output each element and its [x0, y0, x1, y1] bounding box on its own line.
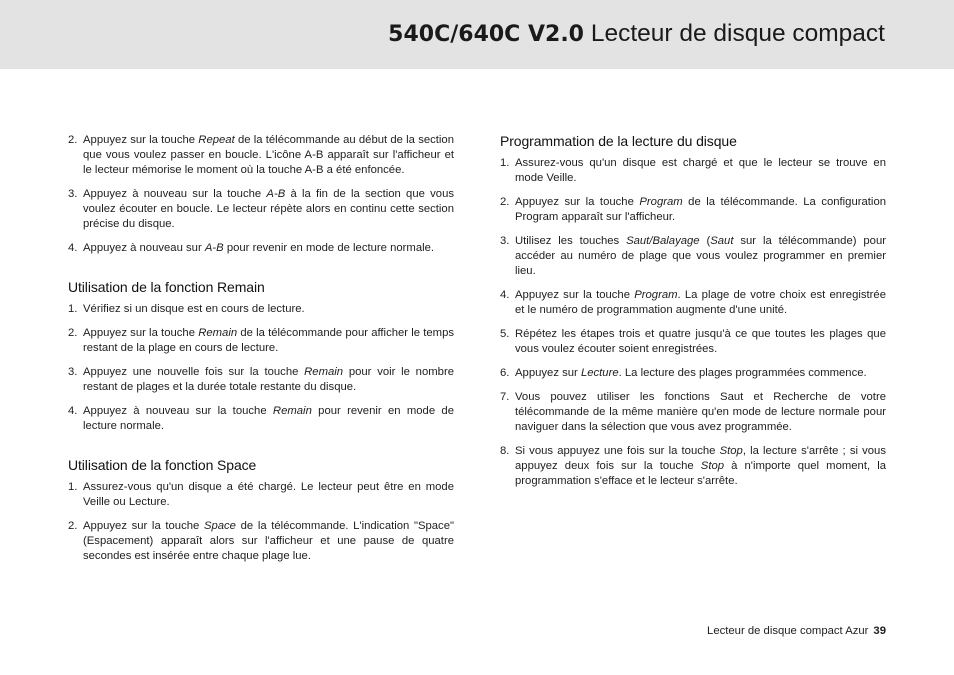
step-text: Appuyez à nouveau sur la touche — [83, 188, 267, 200]
key-name: Program — [639, 196, 683, 208]
step-text: Assurez-vous qu'un disque a été chargé. Le lecteur peut être en mode Veille ou Lecture. — [83, 481, 454, 508]
step-text: Si vous appuyez une fois sur la touche — [515, 445, 720, 457]
page-footer — [707, 625, 886, 637]
step-number: 5. — [500, 328, 510, 340]
step-text: de la télécommande. L'indication "Space" (Espacement) apparaît alors sur l'afficheur et une pause de quatre secondes est insérée entre chaque plage lue. — [83, 520, 455, 562]
list-item — [500, 234, 886, 279]
key-name: Stop — [719, 445, 743, 457]
model-name: 540C/640C V2.0 — [388, 22, 584, 47]
list-item — [68, 365, 454, 395]
program-steps — [500, 156, 886, 489]
step-text: Appuyez sur — [515, 367, 581, 379]
step-text: de la télécommande au début de la section que vous voulez passer en boucle. L'icône A-B apparaît sur l'afficheur et le lecteur mémorise le moment où la touche A-B a été enfoncée. — [83, 134, 454, 176]
key-name: Remain — [272, 405, 312, 417]
list-item — [68, 302, 454, 317]
key-name: Remain — [198, 327, 238, 339]
step-text: . La lecture des plages programmées commence. — [618, 367, 867, 379]
step-text: pour revenir en mode de lecture normale. — [223, 242, 435, 254]
key-name: Space — [203, 520, 236, 532]
step-text: Appuyez une nouvelle fois sur la touche — [83, 366, 305, 378]
key-name: Remain — [304, 366, 344, 378]
list-item — [500, 444, 886, 489]
step-text: à la fin de la section que vous voulez écouter en boucle. Le lecteur répète alors en continu cette section précise du disque. — [83, 188, 454, 230]
step-number: 4. — [500, 289, 510, 301]
step-text: Appuyez à nouveau sur la touche — [83, 405, 273, 417]
step-text: Appuyez sur la touche — [83, 520, 204, 532]
step-text: ( — [699, 235, 711, 247]
intro-steps — [68, 133, 454, 256]
step-number: 2. — [500, 196, 510, 208]
page-title — [388, 20, 885, 48]
step-number: 2. — [68, 134, 78, 146]
step-text: Appuyez à nouveau sur — [83, 242, 205, 254]
space-steps — [68, 480, 454, 564]
list-item — [68, 480, 454, 510]
step-text: pour revenir en mode de lecture normale. — [83, 405, 454, 432]
list-item — [68, 241, 454, 256]
key-name: Lecture — [580, 367, 619, 379]
key-name: Stop — [700, 460, 725, 472]
list-item — [500, 195, 886, 225]
step-number: 7. — [500, 391, 510, 403]
footer-text: Lecteur de disque compact Azur — [707, 625, 869, 637]
step-text: de la télécommande pour afficher le temps restant de la plage en cours de lecture. — [83, 327, 455, 354]
title-text: Lecteur de disque compact — [590, 20, 885, 47]
key-name: A-B — [266, 188, 286, 200]
list-item — [68, 133, 454, 178]
step-text: sur la télécommande) pour accéder au numéro de plage que vous voulez programmer en premier lieu. — [515, 235, 886, 277]
list-item — [500, 327, 886, 357]
step-number: 6. — [500, 367, 510, 379]
step-text: Utilisez les touches — [515, 235, 627, 247]
step-text: Assurez-vous qu'un disque est chargé et que le lecteur se trouve en mode Veille. — [515, 157, 886, 184]
list-item — [500, 156, 886, 186]
step-text: . La plage de votre choix est enregistrée et le numéro de programmation augmente d'une unité. — [515, 289, 886, 316]
step-text: pour voir le nombre restant de plages et la durée totale restante du disque. — [83, 366, 454, 393]
step-number: 1. — [500, 157, 510, 169]
step-number: 3. — [500, 235, 510, 247]
step-number: 3. — [68, 188, 78, 200]
list-item — [68, 519, 454, 564]
step-text: Répétez les étapes trois et quatre jusqu'à ce que toutes les plages que vous voulez écouter soient enregistrées. — [515, 328, 886, 355]
step-text: Appuyez sur la touche — [83, 134, 199, 146]
left-column — [68, 133, 454, 573]
page-number: 39 — [873, 625, 886, 637]
step-text: Vous pouvez utiliser les fonctions Saut et Recherche de votre télécommande de la même manière qu'en mode de lecture normale pour naviguer dans la sélection que vous avez programmée. — [515, 391, 886, 433]
list-item — [68, 326, 454, 356]
list-item — [500, 288, 886, 318]
list-item — [500, 390, 886, 435]
step-text: Appuyez sur la touche — [515, 289, 635, 301]
step-text: Appuyez sur la touche — [83, 327, 199, 339]
step-text: de la télécommande. La configuration Program apparaît sur l'afficheur. — [515, 196, 887, 223]
step-text: Appuyez sur la touche — [515, 196, 640, 208]
step-text: , la lecture s'arrête ; si vous appuyez deux fois sur la touche — [515, 445, 886, 472]
step-text: à n'importe quel moment, la programmation s'efface et le lecteur s'arrête. — [515, 460, 887, 487]
right-column — [500, 134, 886, 498]
step-number: 4. — [68, 405, 78, 417]
list-item — [500, 366, 886, 381]
step-number: 8. — [500, 445, 510, 457]
step-number: 4. — [68, 242, 78, 254]
list-item — [68, 187, 454, 232]
key-name: A-B — [204, 242, 224, 254]
key-name: Saut/Balayage — [626, 235, 700, 247]
list-item — [68, 404, 454, 434]
step-number: 2. — [68, 327, 78, 339]
header-band — [0, 0, 954, 69]
step-number: 1. — [68, 303, 78, 315]
step-text: Vérifiez si un disque est en cours de lecture. — [83, 303, 305, 315]
key-name: Program — [634, 289, 678, 301]
program-heading: Programmation de la lecture du disque — [500, 133, 737, 149]
remain-steps — [68, 302, 454, 434]
step-number: 3. — [68, 366, 78, 378]
key-name: Saut — [710, 235, 734, 247]
space-heading: Utilisation de la fonction Space — [68, 457, 257, 473]
remain-heading: Utilisation de la fonction Remain — [68, 279, 265, 295]
step-number: 2. — [68, 520, 78, 532]
step-number: 1. — [68, 481, 78, 493]
key-name: Repeat — [198, 134, 235, 146]
